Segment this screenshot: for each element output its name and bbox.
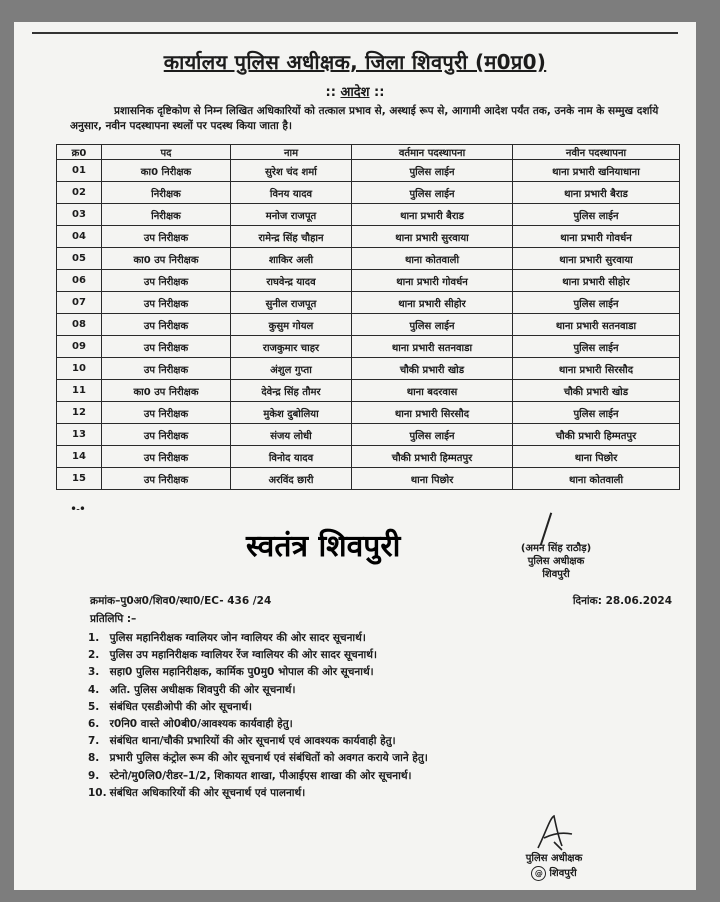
cell-new-posting: थाना प्रभारी सुरवाया [513, 248, 680, 270]
list-item-text: र0नि0 वास्ते ओ0बी0/आवश्यक कार्यवाही हेतु। [109, 718, 293, 731]
ink-dots: •˗• [70, 502, 85, 516]
cell-new-posting: पुलिस लाईन [513, 336, 680, 358]
cell-new-posting: थाना प्रभारी सिरसौद [513, 358, 680, 380]
cell-rank: उप निरीक्षक [102, 424, 231, 446]
transfer-table [56, 144, 680, 490]
cell-serial: 02 [57, 182, 102, 204]
cell-new-posting: थाना पिछोर [513, 446, 680, 468]
table-row [57, 402, 680, 424]
list-item-text: संबंधित अधिकारियों की ओर सूचनार्थ एवं पालनार्थ। [109, 786, 306, 799]
cell-new-posting: पुलिस लाईन [513, 402, 680, 424]
list-item-number: 8. [88, 752, 100, 765]
cell-current-posting: थाना कोतवाली [352, 248, 513, 270]
list-item-number: 5. [88, 700, 100, 713]
list-item [88, 699, 428, 716]
handwritten-signature-icon [532, 812, 576, 852]
cell-name: राघवेन्द्र यादव [231, 270, 352, 292]
col-header-name: नाम [231, 145, 352, 160]
cell-current-posting: थाना पिछोर [352, 468, 513, 490]
cell-current-posting: पुलिस लाईन [352, 182, 513, 204]
list-item [88, 647, 428, 664]
cell-name: संजय लोधी [231, 424, 352, 446]
list-item [88, 768, 428, 785]
cell-serial: 10 [57, 358, 102, 380]
table-row [57, 204, 680, 226]
table-header-row [57, 145, 680, 160]
cell-new-posting: थाना कोतवाली [513, 468, 680, 490]
cell-name: अंशुल गुप्ता [231, 358, 352, 380]
copy-heading: प्रतिलिपि :– [90, 613, 137, 625]
top-rule [32, 32, 678, 34]
cell-rank: उप निरीक्षक [102, 270, 231, 292]
cell-rank: निरीक्षक [102, 204, 231, 226]
cell-name: विनय यादव [231, 182, 352, 204]
list-item-text: संबंधित एसडीओपी की ओर सूचनार्थ। [109, 700, 253, 713]
cell-rank: का0 उप निरीक्षक [102, 248, 231, 270]
cell-current-posting: थाना प्रभारी सीहोर [352, 292, 513, 314]
cell-serial: 13 [57, 424, 102, 446]
cell-name: देवेन्द्र सिंह तौमर [231, 380, 352, 402]
office-title: कार्यालय पुलिस अधीक्षक, जिला शिवपुरी (म0प्र0) [163, 50, 547, 74]
cell-name: सुरेश चंद शर्मा [231, 160, 352, 182]
reference-number: क्रमांक–पु0अ0/शिव0/स्था0/EC- 436 /24 [90, 595, 272, 607]
list-item-text: सहा0 पुलिस महानिरीक्षक, कार्मिक पु0मु0 भोपाल की ओर सूचनार्थ। [109, 666, 374, 679]
cell-current-posting: चौकी प्रभारी हिम्मतपुर [352, 446, 513, 468]
cell-current-posting: थाना प्रभारी सुरवाया [352, 226, 513, 248]
list-item-text: अति. पुलिस अधीक्षक शिवपुरी की ओर सूचनार्थ। [109, 683, 296, 696]
list-item [88, 733, 428, 750]
list-item [88, 716, 428, 733]
cell-name: विनोद यादव [231, 446, 352, 468]
table-row [57, 468, 680, 490]
table-row [57, 380, 680, 402]
cell-name: अरविंद छारी [231, 468, 352, 490]
list-item-number: 3. [88, 666, 100, 679]
cell-rank: का0 निरीक्षक [102, 160, 231, 182]
cell-serial: 09 [57, 336, 102, 358]
cell-serial: 14 [57, 446, 102, 468]
footer-place: शिवपुरी [549, 868, 577, 879]
cell-new-posting: थाना प्रभारी खनियाधाना [513, 160, 680, 182]
order-heading-mark-left: :: [325, 85, 336, 100]
list-item [88, 750, 428, 767]
cell-current-posting: पुलिस लाईन [352, 314, 513, 336]
table-row [57, 226, 680, 248]
cell-current-posting: थाना प्रभारी गोवर्धन [352, 270, 513, 292]
cell-serial: 01 [57, 160, 102, 182]
copy-list [88, 630, 428, 802]
cell-rank: उप निरीक्षक [102, 336, 231, 358]
table-row [57, 358, 680, 380]
list-item-number: 7. [88, 735, 100, 748]
cell-rank: उप निरीक्षक [102, 358, 231, 380]
cell-rank: उप निरीक्षक [102, 468, 231, 490]
list-item [88, 785, 428, 802]
cell-new-posting: चौकी प्रभारी खोड [513, 380, 680, 402]
cell-new-posting: थाना प्रभारी सीहोर [513, 270, 680, 292]
list-item-number: 2. [88, 649, 100, 662]
cell-serial: 12 [57, 402, 102, 424]
reference-line [90, 594, 672, 608]
footer-designation: पुलिस अधीक्षक [525, 853, 583, 864]
order-heading-label: आदेश [340, 85, 370, 100]
table-body [57, 160, 680, 490]
table-row [57, 446, 680, 468]
footer-place-line [494, 866, 614, 881]
seal-icon: @ [531, 866, 546, 881]
cell-current-posting: थाना प्रभारी सतनवाडा [352, 336, 513, 358]
col-header-current-posting: वर्तमान पदस्थापना [352, 145, 513, 160]
cell-new-posting: थाना प्रभारी गोवर्धन [513, 226, 680, 248]
cell-rank: उप निरीक्षक [102, 446, 231, 468]
cell-name: रामेन्द्र सिंह चौहान [231, 226, 352, 248]
cell-current-posting: थाना बदरवास [352, 380, 513, 402]
cell-serial: 07 [57, 292, 102, 314]
list-item-text: प्रभारी पुलिस कंट्रोल रूम की ओर सूचनार्थ एवं संबंधितों को अवगत कराये जाने हेतु। [109, 752, 428, 765]
cell-current-posting: थाना प्रभारी बैराड [352, 204, 513, 226]
signature-mark [540, 513, 552, 546]
cell-rank: निरीक्षक [102, 182, 231, 204]
cell-new-posting: पुलिस लाईन [513, 292, 680, 314]
signatory-block [496, 542, 616, 581]
col-header-serial: क्र0 [57, 145, 102, 160]
list-item-number: 4. [88, 683, 100, 696]
cell-name: मनोज राजपूत [231, 204, 352, 226]
cell-serial: 03 [57, 204, 102, 226]
list-item [88, 664, 428, 681]
cell-name: सुनील राजपूत [231, 292, 352, 314]
footer-signature [494, 812, 614, 881]
cell-serial: 05 [57, 248, 102, 270]
table-row [57, 270, 680, 292]
table-row [57, 248, 680, 270]
reference-date: दिनांक: 28.06.2024 [572, 595, 672, 607]
cell-rank: उप निरीक्षक [102, 292, 231, 314]
cell-rank: उप निरीक्षक [102, 314, 231, 336]
cell-new-posting: चौकी प्रभारी हिम्मतपुर [513, 424, 680, 446]
table-row [57, 336, 680, 358]
signatory-name: (अमन सिंह राठौड़) [520, 543, 592, 554]
table-row [57, 314, 680, 336]
list-item-text: संबंधित थाना/चौकी प्रभारियों की ओर सूचनार्थ एवं आवश्यक कार्यवाही हेतु। [109, 735, 396, 748]
list-item-number: 1. [88, 632, 100, 644]
list-item-text: स्टेनो/मु0लि0/रीडर–1/2, शिकायत शाखा, पीआईएस शाखा की ओर सूचनार्थ। [109, 769, 412, 782]
order-intro-text: प्रशासनिक दृष्टिकोण से निम्न लिखित अधिकारियों को तत्काल प्रभाव से, अस्थाई रूप से, आगामी आदेश पर्यंत तक, उनके नाम के सम्मुख दर्शाये अनुसार, नवीन पदस्थापना स्थलों पर पदस्थ किया जाता है। [70, 105, 659, 132]
cell-name: कुसुम गोयल [231, 314, 352, 336]
signatory-designation: पुलिस अधीक्षक [527, 556, 585, 567]
cell-new-posting: पुलिस लाईन [513, 204, 680, 226]
cell-rank: का0 उप निरीक्षक [102, 380, 231, 402]
table-row [57, 424, 680, 446]
cell-name: शाकिर अली [231, 248, 352, 270]
list-item-text: पुलिस महानिरीक्षक ग्वालियर जोन ग्वालियर की ओर सादर सूचनार्थ। [109, 632, 366, 644]
cell-serial: 04 [57, 226, 102, 248]
cell-serial: 06 [57, 270, 102, 292]
cell-current-posting: पुलिस लाईन [352, 424, 513, 446]
table-row [57, 182, 680, 204]
cell-rank: उप निरीक्षक [102, 402, 231, 424]
signatory-place: शिवपुरी [542, 569, 570, 580]
cell-new-posting: थाना प्रभारी बैराड [513, 182, 680, 204]
cell-current-posting: चौकी प्रभारी खोड [352, 358, 513, 380]
list-item [88, 630, 428, 647]
cell-current-posting: थाना प्रभारी सिरसौद [352, 402, 513, 424]
cell-serial: 11 [57, 380, 102, 402]
list-item-number: 10. [88, 786, 107, 799]
order-document [14, 22, 696, 890]
list-item-number: 9. [88, 769, 100, 782]
order-heading-mark-right: :: [374, 85, 385, 100]
list-item-number: 6. [88, 718, 100, 731]
table-row [57, 160, 680, 182]
cell-name: राजकुमार चाहर [231, 336, 352, 358]
order-heading [14, 82, 696, 100]
col-header-new-posting: नवीन पदस्थापना [513, 145, 680, 160]
col-header-rank: पद [102, 145, 231, 160]
cell-rank: उप निरीक्षक [102, 226, 231, 248]
watermark-text: स्वतंत्र शिवपुरी [246, 529, 401, 564]
list-item [88, 682, 428, 699]
cell-name: मुकेश दुबोलिया [231, 402, 352, 424]
cell-current-posting: पुलिस लाईन [352, 160, 513, 182]
table-row [57, 292, 680, 314]
cell-serial: 08 [57, 314, 102, 336]
cell-serial: 15 [57, 468, 102, 490]
cell-new-posting: थाना प्रभारी सतनवाडा [513, 314, 680, 336]
list-item-text: पुलिस उप महानिरीक्षक ग्वालियर रेंज ग्वालियर की ओर सादर सूचनार्थ। [109, 649, 377, 662]
